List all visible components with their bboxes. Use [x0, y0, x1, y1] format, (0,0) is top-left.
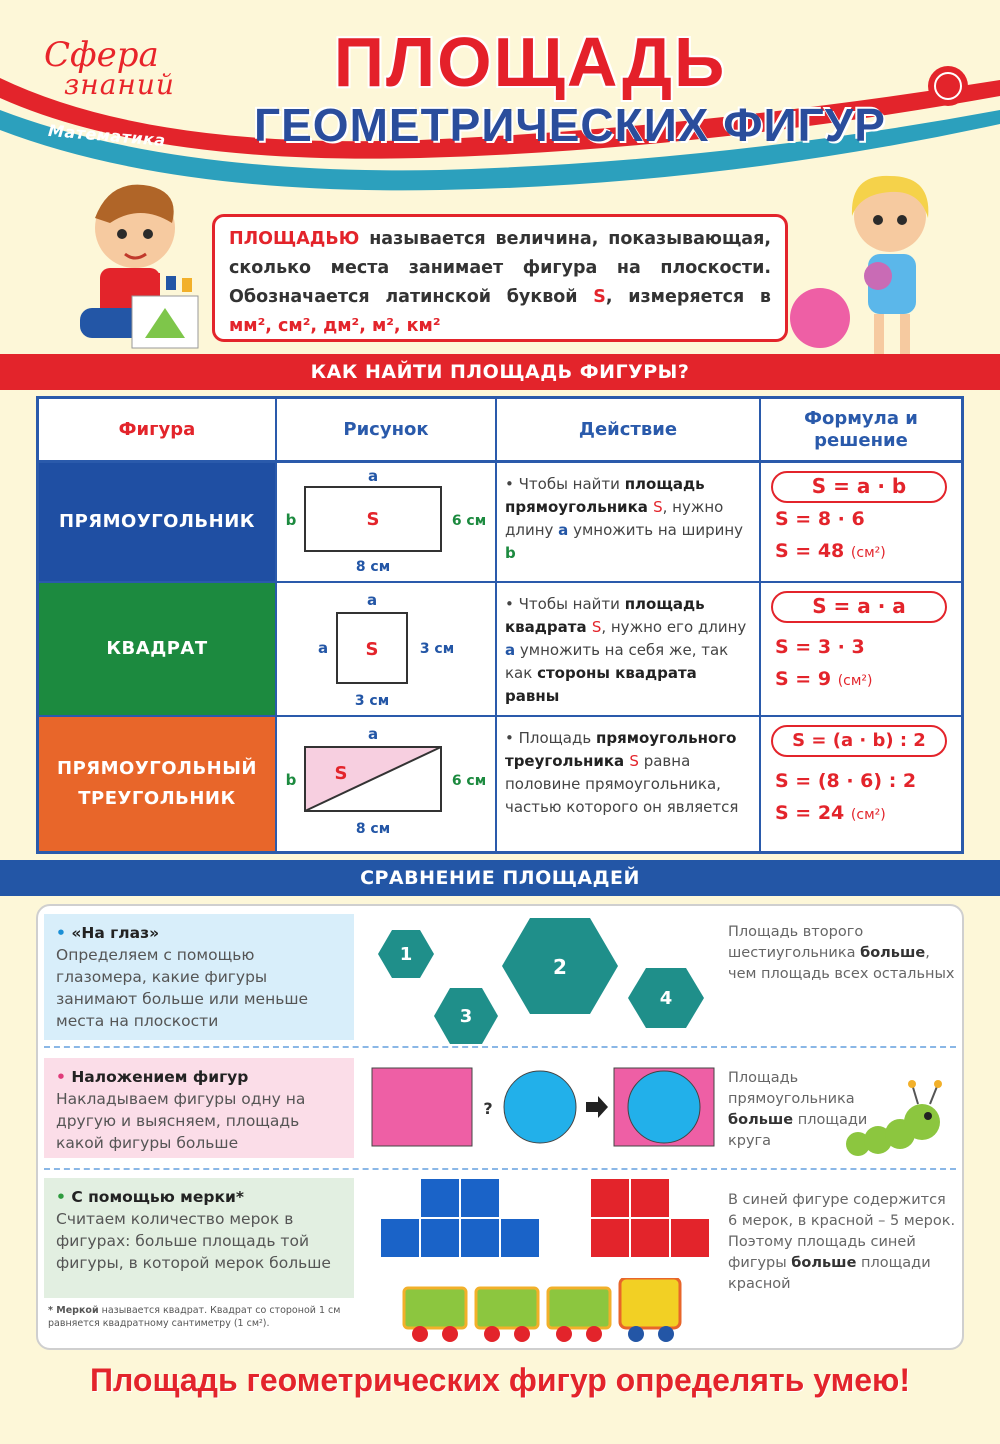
unit-squares-illustration — [368, 1176, 718, 1268]
svg-text:b: b — [285, 771, 297, 789]
method-overlay: • Наложением фигур Накладываем фигуры одну на другую и выясняем, площадь какой фигуры больше — [44, 1058, 354, 1158]
row-action-triangle: • Площадь прямоугольного треугольника S равна половине прямоугольника, частью которого он является — [505, 729, 739, 816]
row-formula-rectangle — [761, 463, 961, 581]
note-by-measure: В синей фигуре содержится 6 мерок, в красной – 5 мерок. Поэтому площадь синей фигуры больше площади красной — [728, 1192, 956, 1292]
formula-pill: S = (a · b) : 2 — [771, 725, 947, 757]
table-row — [39, 717, 961, 851]
subject-label: Математика — [47, 120, 167, 151]
note-overlay: Площадь прямоугольника больше площади круга — [728, 1070, 868, 1149]
header-picture: Рисунок — [277, 399, 497, 460]
svg-text:a: a — [367, 725, 379, 743]
page-title: ПЛОЩАДЬ — [333, 23, 727, 101]
svg-text:2: 2 — [553, 955, 567, 979]
svg-text:4: 4 — [659, 988, 673, 1009]
definition-letter: S — [593, 287, 606, 307]
svg-text:3 см: 3 см — [354, 693, 390, 709]
solution-line: S = (8 · 6) : 2 — [775, 770, 917, 792]
solution-result: S = 9 (см²) — [775, 668, 873, 690]
row-action-square: • Чтобы найти площадь квадрата S, нужно его длину a умножить на себя же, так как стороны квадрата равны — [505, 595, 747, 705]
method-by-measure: • С помощью мерки* Считаем количество мерок в фигурах: больше площадь той фигуры, в которой мерок больше — [44, 1178, 354, 1298]
method-by-eye: • «На глаз» Определяем с помощью глазомера, какие фигуры занимают больше или меньше места на плоскости — [44, 914, 354, 1040]
comparison-panel — [36, 904, 964, 1350]
hexagons-illustration — [368, 914, 718, 1044]
svg-text:6 см: 6 см — [451, 773, 487, 789]
svg-text:1: 1 — [399, 944, 413, 965]
square-drawing — [277, 583, 497, 715]
header-formula: Формула и решение — [804, 407, 918, 451]
formula-pill: S = a · b — [771, 471, 947, 503]
section-title-how-to-find: КАК НАЙТИ ПЛОЩАДЬ ФИГУРЫ? — [0, 354, 1000, 390]
rect-label-b: b — [285, 511, 297, 529]
toy-train-illustration — [400, 1278, 690, 1348]
girl-with-ball-illustration — [790, 168, 970, 368]
rect-label-a: a — [367, 467, 379, 485]
header-figure: Фигура — [39, 399, 277, 460]
rect-label-length: 8 см — [355, 559, 391, 575]
solution-result: S = 24 (см²) — [775, 802, 886, 824]
overlay-illustration — [368, 1062, 718, 1152]
rectangle-drawing — [277, 463, 497, 581]
table-row — [39, 463, 961, 583]
svg-text:a: a — [317, 639, 329, 657]
row-name-triangle: ПРЯМОУГОЛЬНЫЙ ТРЕУГОЛЬНИК — [39, 717, 275, 851]
svg-text:a: a — [366, 591, 378, 609]
triangle-drawing — [277, 717, 497, 849]
definition-text-2: , измеряется в — [605, 287, 771, 307]
caterpillar-illustration — [844, 1076, 954, 1162]
svg-text:8 см: 8 см — [355, 821, 391, 837]
row-formula-triangle — [761, 717, 961, 851]
area-table — [36, 396, 964, 854]
row-name-rectangle: ПРЯМОУГОЛЬНИК — [39, 463, 275, 581]
solution-line: S = 3 · 3 — [775, 636, 865, 658]
svg-text:S: S — [365, 639, 379, 660]
svg-text:?: ? — [483, 1099, 493, 1118]
row-action-rectangle: • Чтобы найти площадь прямоугольника S, нужно длину a умножить на ширину b — [505, 475, 744, 562]
page-subtitle: ГЕОМЕТРИЧЕСКИХ ФИГУР — [254, 99, 886, 151]
slogan: Площадь геометрических фигур определять умею! — [89, 1362, 911, 1398]
rect-label-s: S — [366, 509, 380, 530]
solution-result: S = 48 (см²) — [775, 540, 886, 562]
note-by-eye: Площадь второго шестиугольника больше, чем площадь всех остальных — [728, 924, 955, 982]
definition-units: мм², см², дм², м², км² — [229, 316, 441, 336]
definition-text: называется величина, показывающая, сколько места занимает фигура на плоскости. Обозначается латинской буквой — [229, 229, 771, 307]
table-header — [39, 399, 961, 463]
section-title-comparison: СРАВНЕНИЕ ПЛОЩАДЕЙ — [0, 860, 1000, 896]
rect-label-width: 6 см — [451, 513, 487, 529]
solution-line: S = 8 · 6 — [775, 508, 865, 530]
formula-pill: S = a · a — [771, 591, 947, 623]
header-action: Действие — [497, 399, 761, 460]
boy-painting-illustration — [40, 168, 210, 378]
svg-text:3 см: 3 см — [419, 641, 455, 657]
footnote: * Меркой называется квадрат. Квадрат со стороной 1 см равняется квадратному сантиметру (1 см²). — [48, 1305, 341, 1329]
row-formula-square — [761, 583, 961, 715]
table-row — [39, 583, 961, 717]
row-name-square: КВАДРАТ — [39, 583, 275, 715]
definition-box — [212, 214, 788, 342]
svg-text:3: 3 — [459, 1006, 473, 1027]
definition-term: ПЛОЩАДЬЮ — [229, 229, 360, 249]
brand-logo: Сфера знаний — [44, 35, 175, 101]
svg-text:S: S — [334, 763, 348, 784]
